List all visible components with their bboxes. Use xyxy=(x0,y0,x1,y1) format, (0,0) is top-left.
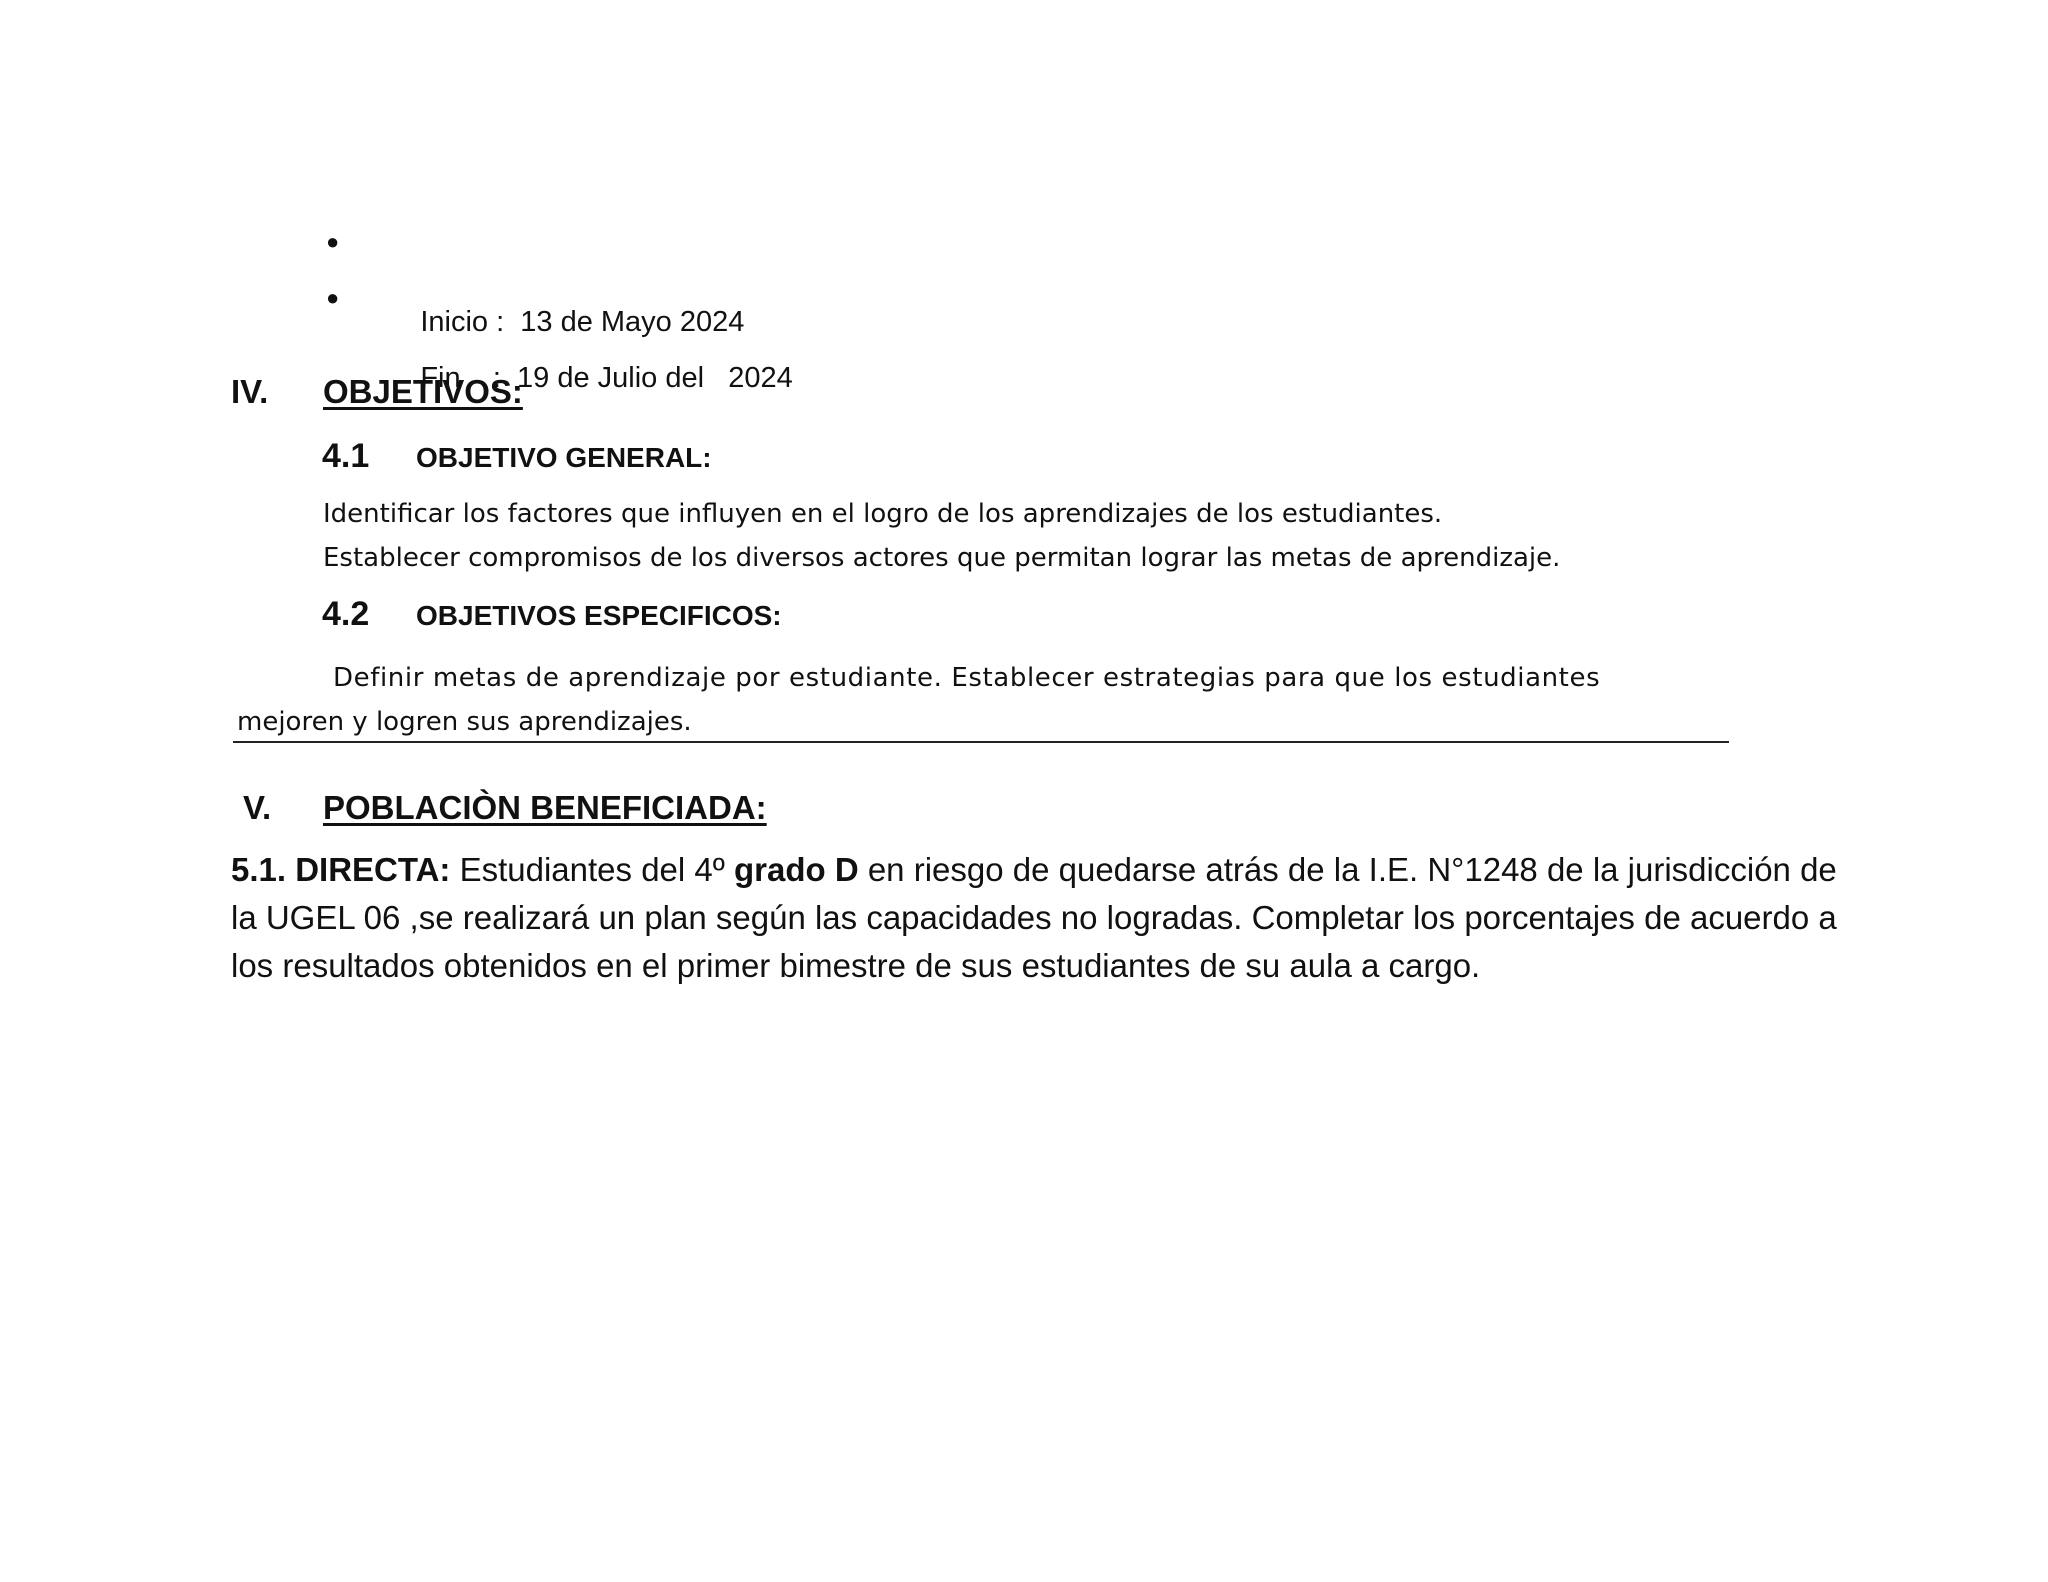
directa-label: 5.1. DIRECTA: xyxy=(231,851,451,888)
directa-paragraph xyxy=(231,846,1851,990)
bullet-icon: ● xyxy=(326,229,340,254)
date-fin-text: Fin : 19 de Julio del 2024 xyxy=(420,362,793,394)
date-item-inicio xyxy=(322,222,793,338)
subsection-4-2-heading xyxy=(322,592,782,638)
subsection-4-1-number: 4.1 xyxy=(322,437,370,475)
horizontal-rule xyxy=(233,741,1729,743)
directa-text-b: en riesgo de quedarse atrás de la I.E. N°1248 de la jurisdicción de la UGEL 06 ,se realizará un plan según las capacidades no logradas. Completar los porcentajes de acuerdo a los resultados obtenidos en el primer bimestre de sus estudiantes de su aula a cargo. xyxy=(231,851,1837,984)
objetivos-especificos-line-2: mejoren y logren sus aprendizajes. xyxy=(237,707,692,737)
section-v-heading xyxy=(243,786,767,830)
objetivo-general-line-2: Establecer compromisos de los diversos actores que permitan lograr las metas de aprendizaje. xyxy=(323,543,1561,573)
directa-text-a: Estudiantes del 4º xyxy=(450,851,734,888)
section-iv-number: IV. xyxy=(231,373,269,410)
subsection-4-1-title: OBJETIVO GENERAL: xyxy=(416,442,712,473)
directa-grade: grado D xyxy=(733,851,859,888)
section-iv-title: OBJETIVOS: xyxy=(323,373,523,410)
bullet-icon: ● xyxy=(326,285,340,310)
subsection-4-2-number: 4.2 xyxy=(322,595,370,633)
objetivos-especificos-line-1: Definir metas de aprendizaje por estudiante. Establecer estrategias para que los estudiantes xyxy=(333,663,1601,693)
section-v-title: POBLACIÒN BENEFICIADA: xyxy=(323,789,767,826)
section-v-number: V. xyxy=(243,789,272,826)
section-iv-heading xyxy=(231,370,523,414)
objetivo-general-line-1: Identificar los factores que influyen en el logro de los aprendizajes de los estudiantes. xyxy=(323,499,1443,529)
subsection-4-1-heading xyxy=(322,434,712,480)
subsection-4-2-title: OBJETIVOS ESPECIFICOS: xyxy=(416,600,782,631)
date-inicio-text: Inicio : 13 de Mayo 2024 xyxy=(420,306,745,338)
